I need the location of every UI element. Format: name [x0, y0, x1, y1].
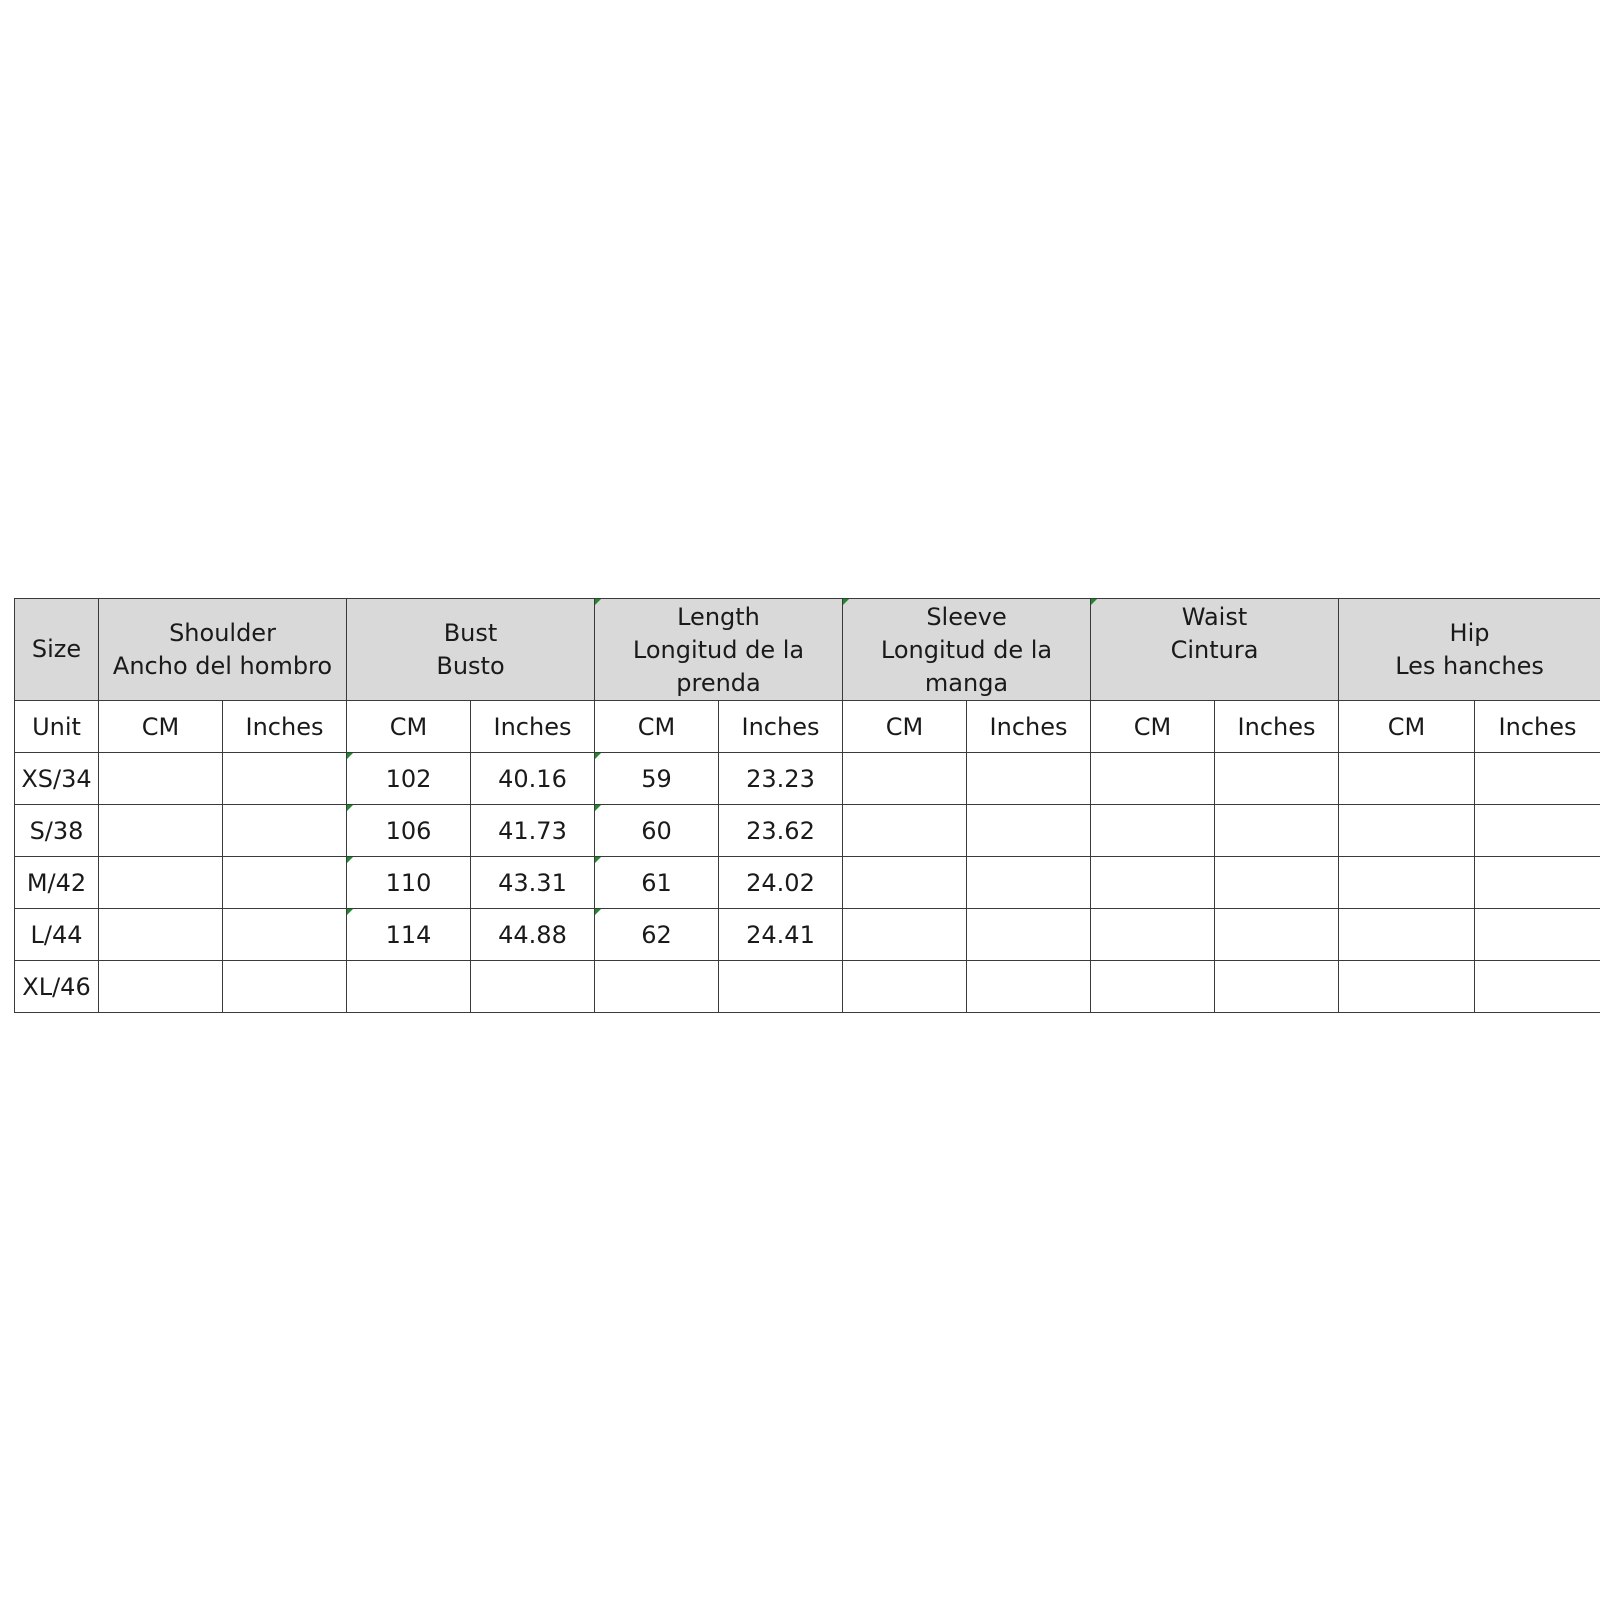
table-cell [719, 961, 843, 1013]
table-cell [1475, 857, 1600, 909]
table-cell [967, 961, 1091, 1013]
table-cell [1091, 961, 1215, 1013]
hip-header: Hip Les hanches [1339, 599, 1600, 701]
table-cell [1215, 909, 1339, 961]
table-cell: 60 [595, 805, 719, 857]
table-cell: 62 [595, 909, 719, 961]
table-cell: 110 [347, 857, 471, 909]
table-cell: 23.62 [719, 805, 843, 857]
table-cell [1475, 805, 1600, 857]
table-cell: 43.31 [471, 857, 595, 909]
bust-header: Bust Busto [347, 599, 595, 701]
size-cell: S/38 [15, 805, 99, 857]
unit-inches: Inches [967, 701, 1091, 753]
table-cell: 44.88 [471, 909, 595, 961]
table-cell [595, 961, 719, 1013]
size-chart-table [14, 598, 1600, 1013]
table-cell [843, 857, 967, 909]
table-cell [223, 857, 347, 909]
table-cell [1475, 909, 1600, 961]
header-row [15, 599, 1600, 701]
table-cell [843, 961, 967, 1013]
table-cell [967, 909, 1091, 961]
table-cell [843, 753, 967, 805]
table-cell [99, 909, 223, 961]
table-cell [1339, 805, 1475, 857]
table-cell [967, 805, 1091, 857]
sleeve-header: Sleeve Longitud de la manga [843, 599, 1091, 701]
table-cell [1215, 857, 1339, 909]
table-cell [1215, 805, 1339, 857]
unit-inches: Inches [1475, 701, 1600, 753]
table-cell [1339, 753, 1475, 805]
unit-inches: Inches [1215, 701, 1339, 753]
unit-cm: CM [347, 701, 471, 753]
table-cell [1339, 909, 1475, 961]
table-row [15, 805, 1600, 857]
table-cell [843, 805, 967, 857]
table-cell [223, 805, 347, 857]
unit-inches: Inches [223, 701, 347, 753]
table-cell [1091, 753, 1215, 805]
table-cell [99, 961, 223, 1013]
unit-cm: CM [1091, 701, 1215, 753]
table-cell: 114 [347, 909, 471, 961]
table-cell [223, 753, 347, 805]
table-row [15, 961, 1600, 1013]
table-cell [843, 909, 967, 961]
length-header: Length Longitud de la prenda [595, 599, 843, 701]
size-cell: L/44 [15, 909, 99, 961]
unit-inches: Inches [719, 701, 843, 753]
unit-cm: CM [595, 701, 719, 753]
size-cell: M/42 [15, 857, 99, 909]
table-cell [1339, 961, 1475, 1013]
table-cell: 24.02 [719, 857, 843, 909]
table-cell [1091, 909, 1215, 961]
table-cell: 102 [347, 753, 471, 805]
waist-header: Waist Cintura [1091, 599, 1339, 701]
unit-cm: CM [99, 701, 223, 753]
table-cell [967, 753, 1091, 805]
table-cell: 61 [595, 857, 719, 909]
table-cell [1215, 961, 1339, 1013]
table-cell [1091, 805, 1215, 857]
table-cell [223, 961, 347, 1013]
table-cell [1215, 753, 1339, 805]
table-cell [967, 857, 1091, 909]
table-cell [471, 961, 595, 1013]
table-cell [99, 857, 223, 909]
unit-inches: Inches [471, 701, 595, 753]
table-cell [1475, 961, 1600, 1013]
table-cell [1091, 857, 1215, 909]
size-header: Size [15, 599, 99, 701]
table-cell: 106 [347, 805, 471, 857]
table-row [15, 909, 1600, 961]
shoulder-header: Shoulder Ancho del hombro [99, 599, 347, 701]
table-cell [1475, 753, 1600, 805]
size-cell: XS/34 [15, 753, 99, 805]
unit-label: Unit [15, 701, 99, 753]
table-cell [1339, 857, 1475, 909]
table-cell [99, 753, 223, 805]
table-cell [223, 909, 347, 961]
table-cell: 23.23 [719, 753, 843, 805]
table-cell [347, 961, 471, 1013]
table-cell: 59 [595, 753, 719, 805]
unit-row [15, 701, 1600, 753]
table-row [15, 753, 1600, 805]
table-cell: 41.73 [471, 805, 595, 857]
table-cell: 24.41 [719, 909, 843, 961]
table-cell: 40.16 [471, 753, 595, 805]
unit-cm: CM [843, 701, 967, 753]
table-row [15, 857, 1600, 909]
unit-cm: CM [1339, 701, 1475, 753]
size-cell: XL/46 [15, 961, 99, 1013]
table-cell [99, 805, 223, 857]
